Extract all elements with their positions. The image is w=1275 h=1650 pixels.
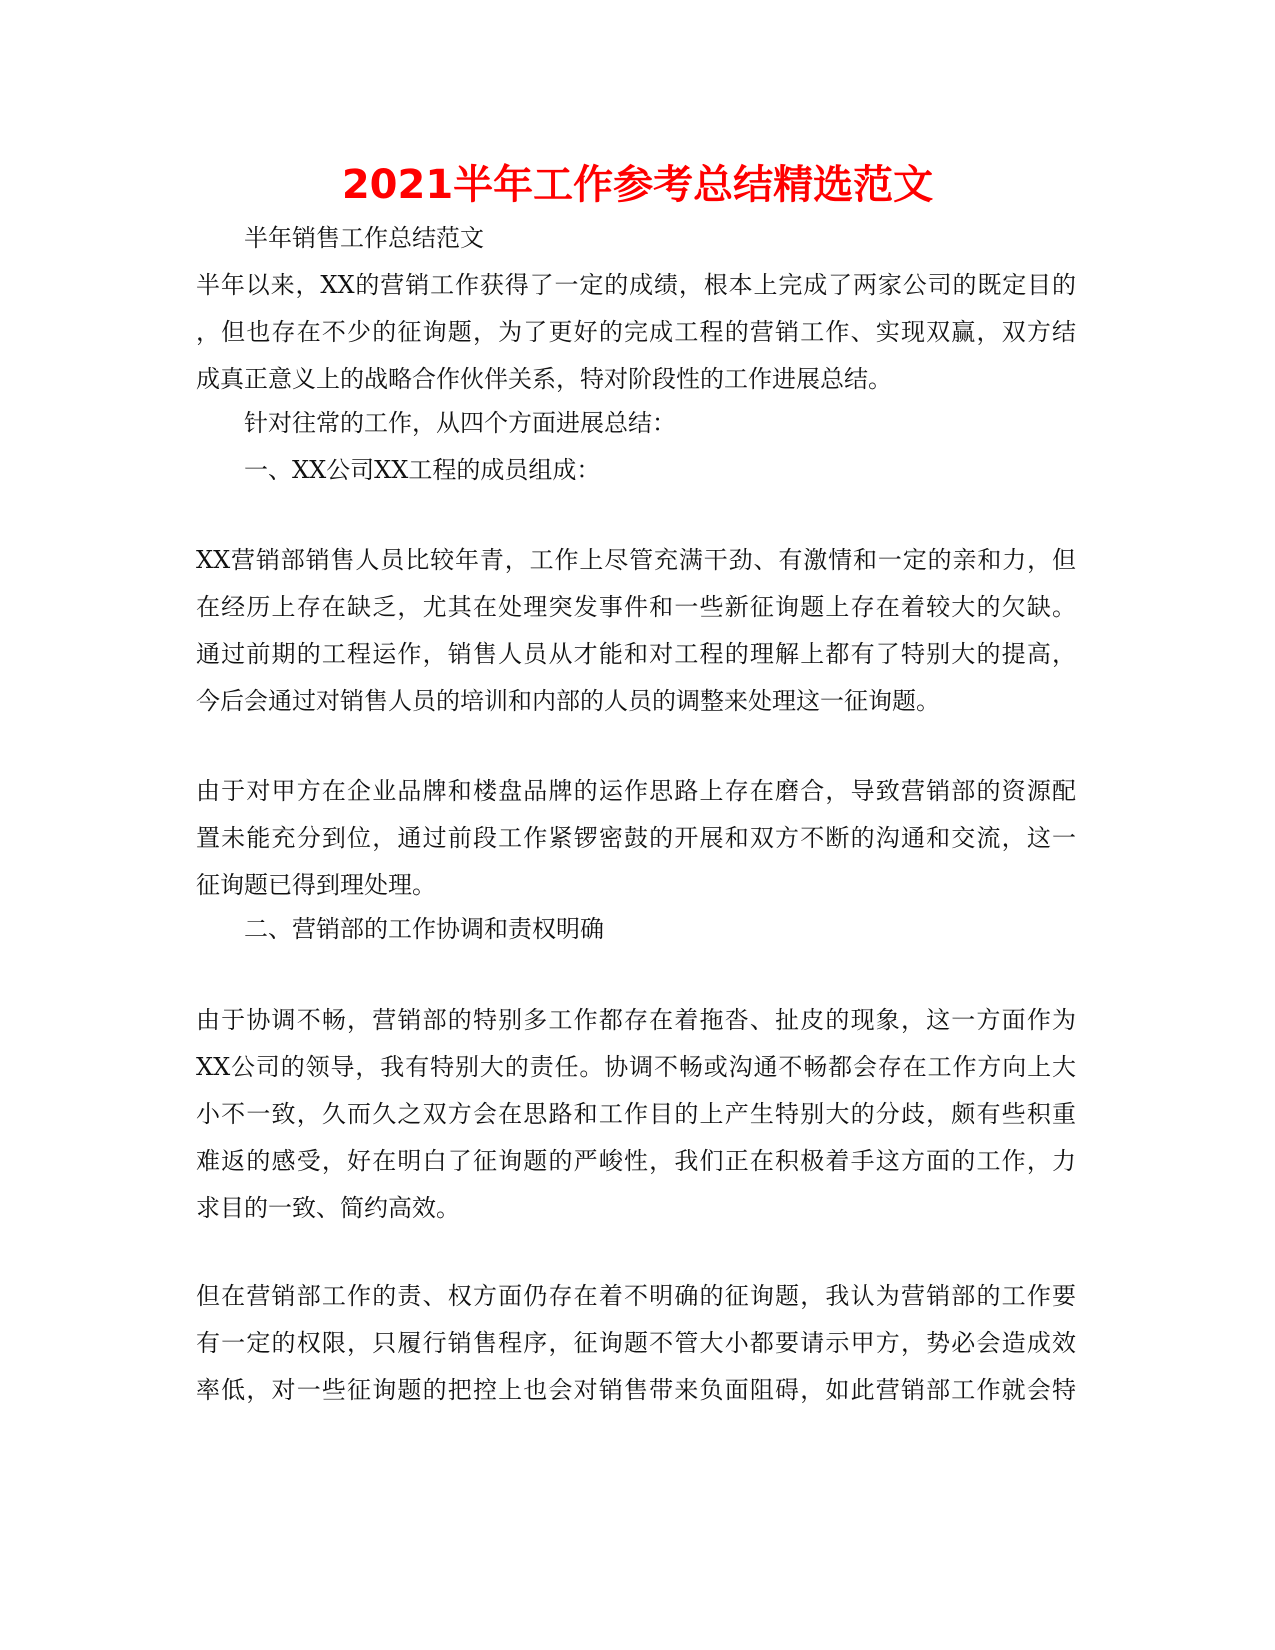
paragraph-line: 今后会通过对销售人员的培训和内部的人员的调整来处理这一征询题。 [196,687,940,715]
section2-paragraph-2 [196,1273,1076,1414]
section2-paragraph-1 [196,997,1076,1232]
paragraph-line: XX营销部销售人员比较年青，工作上尽管充满干劲、有激情和一定的亲和力，但 [196,546,1076,574]
paragraph-line: 征询题已得到理处理。 [196,871,436,899]
paragraph-line: 由于对甲方在企业品牌和楼盘品牌的运作思路上存在磨合，导致营销部的资源配 [196,777,1076,805]
section1-paragraph-1 [196,537,1076,725]
paragraph-line: 难返的感受，好在明白了征询题的严峻性，我们正在积极着手这方面的工作，力 [196,1147,1076,1175]
paragraph-line: 通过前期的工程运作，销售人员从才能和对工程的理解上都有了特别大的提高， [196,640,1076,668]
paragraph-line: 有一定的权限，只履行销售程序，征询题不管大小都要请示甲方，势必会造成效 [196,1329,1076,1357]
section1-heading: 一、XX公司XX工程的成员组成： [244,456,601,484]
document-title: 2021半年工作参考总结精选范文 [341,162,934,208]
paragraph-line: 半年以来，XX的营销工作获得了一定的成绩，根本上完成了两家公司的既定目的 [196,271,1076,299]
paragraph-line: 在经历上存在缺乏，尤其在处理突发事件和一些新征询题上存在着较大的欠缺。 [196,593,1076,621]
section1-paragraph-2 [196,768,1076,909]
paragraph-intro [196,262,1076,403]
paragraph-line: 率低，对一些征询题的把控上也会对销售带来负面阻碍，如此营销部工作就会特 [196,1376,1076,1404]
paragraph-line: XX公司的领导，我有特别大的责任。协调不畅或沟通不畅都会存在工作方向上大 [196,1053,1076,1081]
paragraph-line: 置未能充分到位，通过前段工作紧锣密鼓的开展和双方不断的沟通和交流，这一 [196,824,1076,852]
paragraph-line: 求目的一致、简约高效。 [196,1194,460,1222]
document-subtitle: 半年销售工作总结范文 [244,224,484,252]
section2-heading: 二、营销部的工作协调和责权明确 [244,915,604,943]
paragraph-line: ，但也存在不少的征询题，为了更好的完成工程的营销工作、实现双赢，双方结 [196,318,1076,346]
paragraph-line: 小不一致，久而久之双方会在思路和工作目的上产生特别大的分歧，颇有些积重 [196,1100,1076,1128]
paragraph-line: 但在营销部工作的责、权方面仍存在着不明确的征询题，我认为营销部的工作要 [196,1282,1076,1310]
paragraph-line: 由于协调不畅，营销部的特别多工作都存在着拖沓、扯皮的现象，这一方面作为 [196,1006,1076,1034]
paragraph-line: 成真正意义上的战略合作伙伴关系，特对阶段性的工作进展总结。 [196,365,892,393]
intro-line: 针对往常的工作，从四个方面进展总结： [244,409,676,437]
